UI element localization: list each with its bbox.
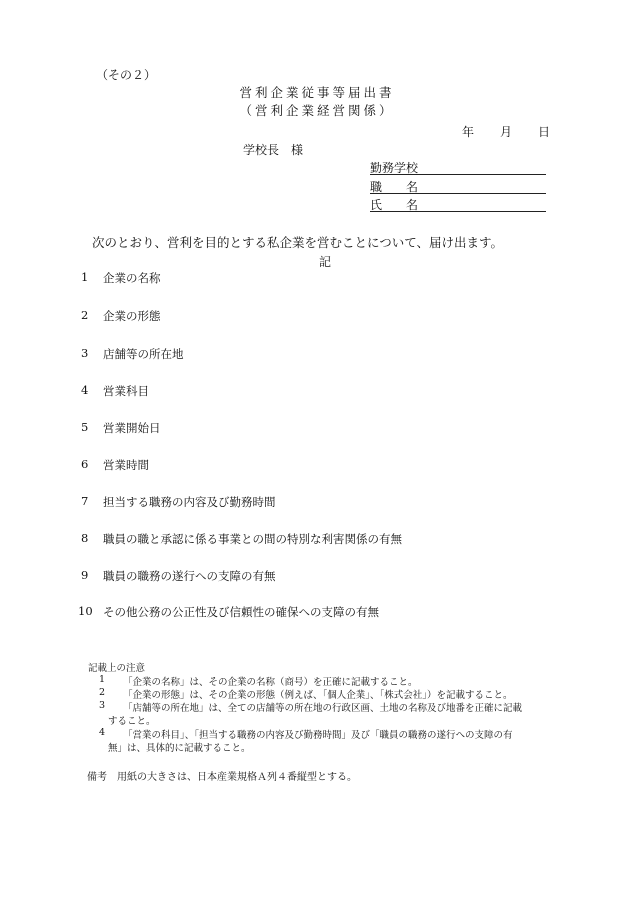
date-year-label: 年 [462,125,475,139]
item-number: 3 [81,346,89,360]
date-month-label: 月 [500,125,513,139]
list-item [81,346,184,362]
note-text-continued: すること。 [108,716,156,727]
position-field-label: 職 名 [370,180,419,194]
ki-label: 記 [318,255,331,269]
item-number: 4 [81,383,89,397]
name-field[interactable] [370,196,546,212]
note-text: 「企業の名称」は、その企業の名称（商号）を正確に記載すること。 [123,677,418,688]
list-item [81,308,161,324]
name-field-label: 氏 名 [370,198,419,212]
list-item [81,568,276,584]
item-label: 企業の名称 [103,271,161,285]
addressee: 学校長 様 [243,143,304,157]
item-number: 10 [78,604,93,618]
list-item [81,383,149,399]
note-number: 2 [99,687,106,698]
note-item [99,674,418,688]
remark: 備考 用紙の大きさは、日本産業規格Ａ列４番縦型とする。 [87,772,357,783]
item-label: 企業の形態 [103,309,161,323]
item-label: 店舗等の所在地 [103,347,184,361]
item-label: 担当する職務の内容及び勤務時間 [103,495,276,509]
item-label: 営業科目 [103,384,149,398]
item-number: 9 [81,568,89,582]
note-text: 「店舗等の所在地」は、全ての店舗等の所在地の行政区画、土地の名称及び地番を正確に記載 [123,703,523,714]
item-number: 1 [81,270,89,284]
document-subtitle: （営利企業経営関係） [239,103,395,118]
school-field[interactable] [370,159,546,175]
item-number: 2 [81,308,89,322]
position-field[interactable] [370,178,546,194]
item-number: 7 [81,494,89,508]
note-number: 1 [99,674,106,685]
item-label: その他公務の公正性及び信頼性の確保への支障の有無 [103,605,379,619]
item-number: 5 [81,420,89,434]
item-label: 営業時間 [103,458,149,472]
note-item [99,687,513,701]
list-item [78,604,379,620]
item-label: 職員の職務の遂行への支障の有無 [103,569,276,583]
date-line [462,123,550,140]
item-number: 6 [81,457,89,471]
item-label: 営業開始日 [103,421,161,435]
intro-text: 次のとおり、営利を目的とする私企業を営むことについて、届け出ます。 [92,235,504,250]
note-text: 「企業の形態」は、その企業の形態（例えば、「個人企業」、「株式会社」）を記載すること。 [123,690,513,701]
school-field-label: 勤務学校 [370,161,419,175]
date-day-label: 日 [538,125,551,139]
note-number: 3 [99,700,106,711]
part-label: （その２） [96,68,157,82]
item-number: 8 [81,531,89,545]
list-item [81,457,149,473]
document-title: 営利企業従事等届出書 [239,85,395,100]
list-item [81,270,161,286]
note-item [99,727,513,741]
note-text-continued: 無」は、具体的に記載すること。 [108,743,251,754]
list-item [81,420,161,436]
note-item [99,700,522,714]
note-number: 4 [99,727,106,738]
item-label: 職員の職と承認に係る事業との間の特別な利害関係の有無 [103,532,402,546]
list-item [81,494,276,510]
note-text: 「営業の科目」、「担当する職務の内容及び勤務時間」及び「職員の職務の遂行への支障の有 [123,730,513,741]
list-item [81,531,402,547]
notes-heading: 記載上の注意 [88,663,146,674]
